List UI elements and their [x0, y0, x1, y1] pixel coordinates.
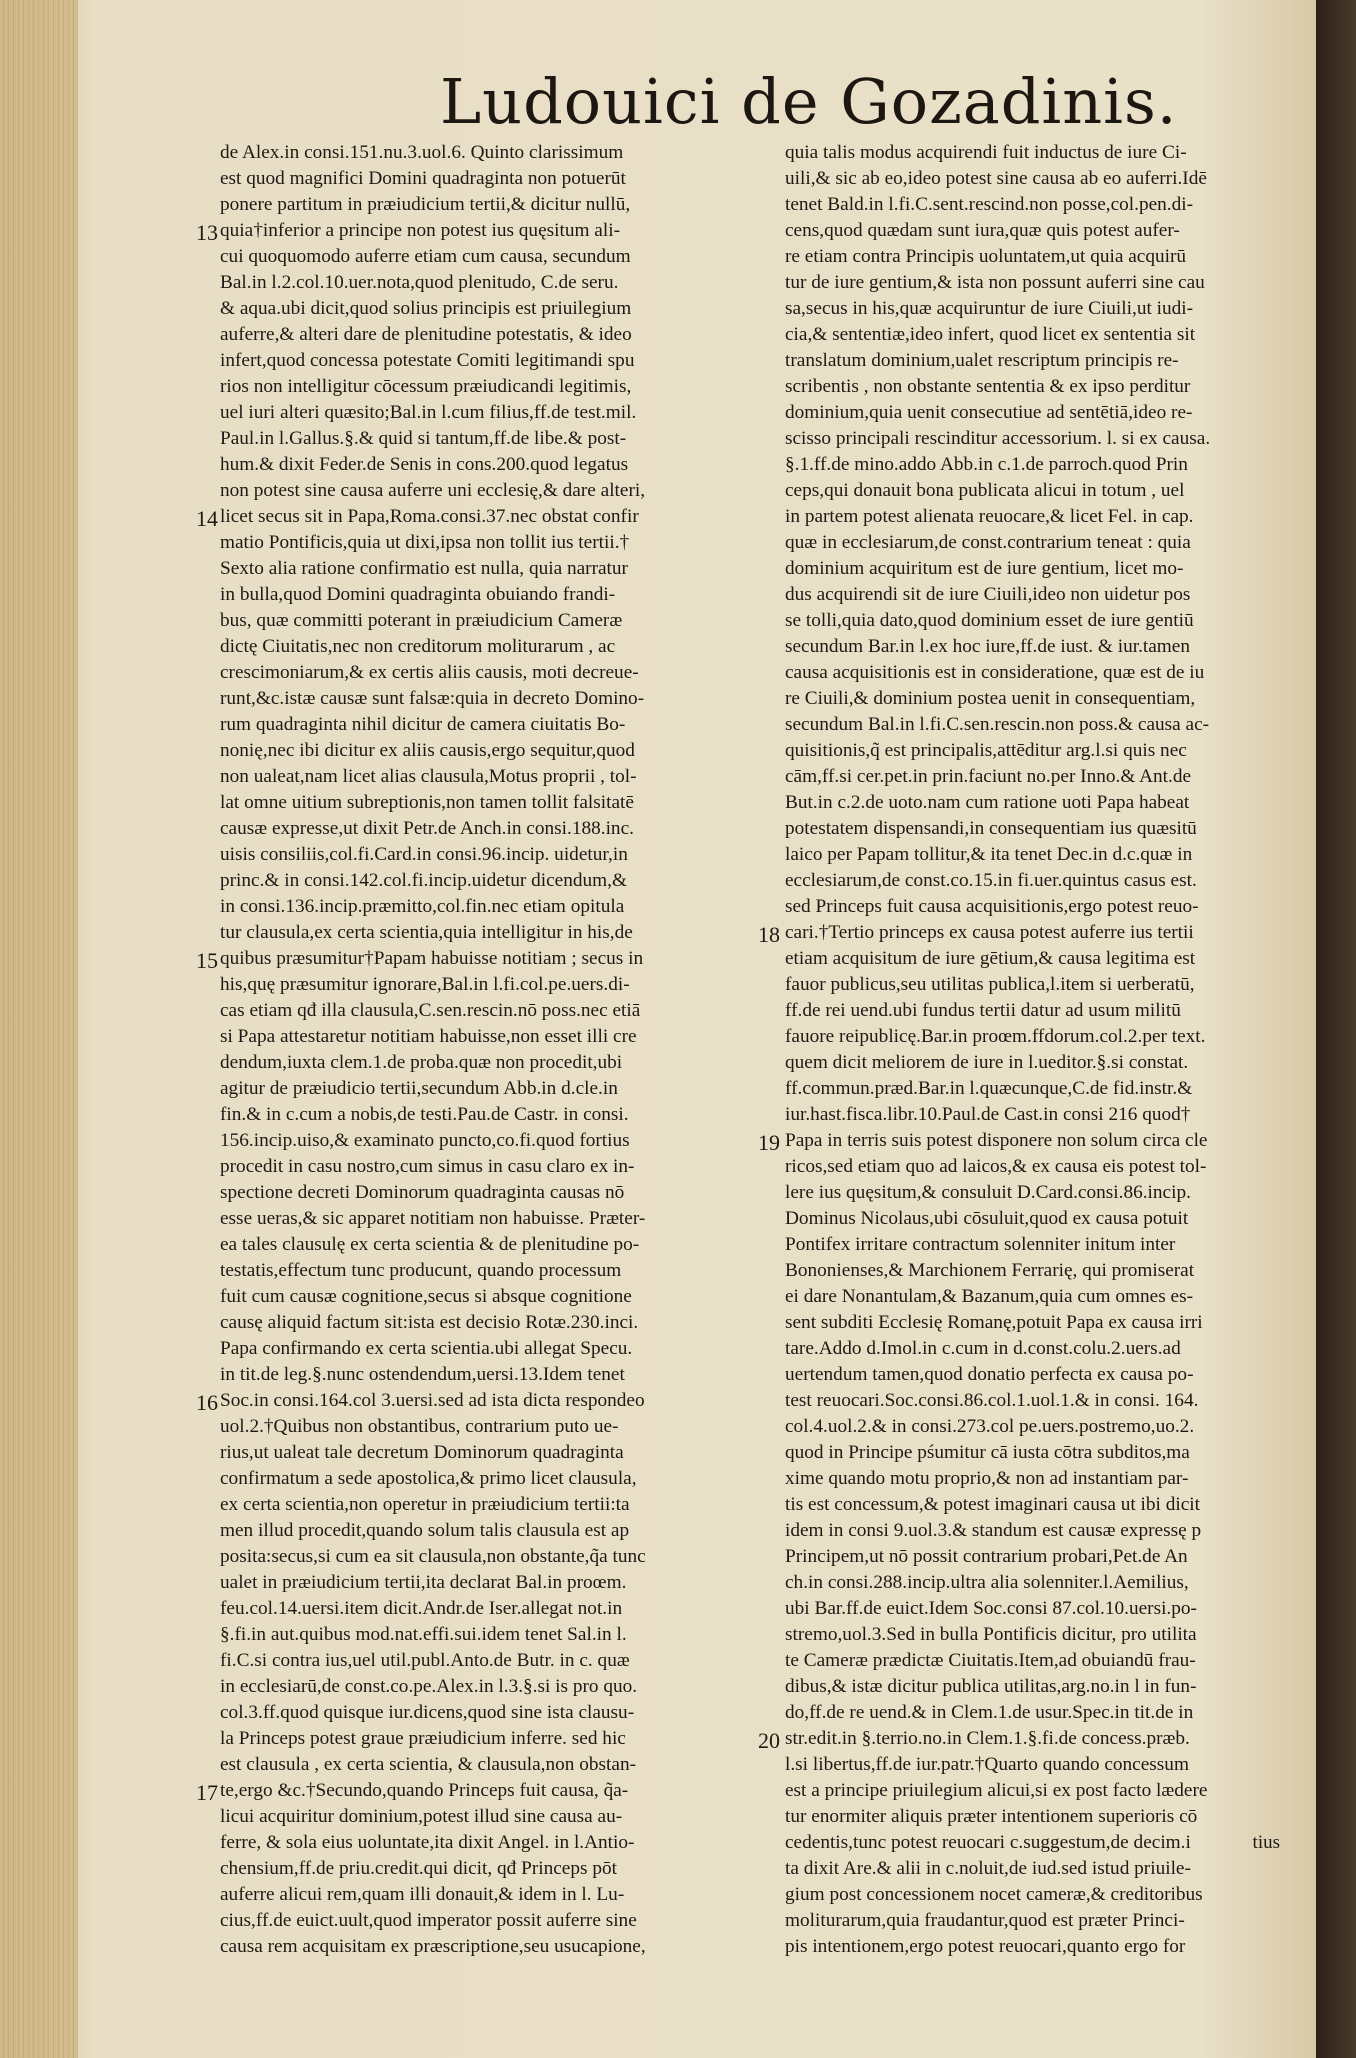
text-line: Soc.in consi.164.col 3.uersi.sed ad ista dicta respondeo [220, 1390, 645, 1411]
text-line: te Cameræ prædictæ Ciuitatis.Item,ad obuiandū frau- [785, 1650, 1196, 1671]
text-line: quem dicit meliorem de iure in l.ueditor.§.si constat. [785, 1052, 1189, 1073]
text-line: xime quando motu proprio,& non ad instantiam par- [785, 1468, 1189, 1489]
margin-number-17: 17 [196, 1780, 218, 1805]
text-line: tur clausula,ex certa scientia,quia intelligitur in his,de [220, 922, 633, 943]
text-line: dictę Ciuitatis,nec non creditorum moliturarum , ac [220, 636, 616, 657]
text-line: rius,ut ualeat tale decretum Dominorum quadraginta [220, 1442, 624, 1463]
text-line: causa acquisitionis est in consideratione, quæ est de iu [785, 662, 1205, 683]
text-line: rios non intelligitur cōcessum præiudicandi legitimis, [220, 376, 632, 397]
text-line: fin.& in c.cum a nobis,de testi.Pau.de Castr. in consi. [220, 1104, 629, 1125]
text-line: posita:secus,si cum ea sit clausula,non obstante,q̃a tunc [220, 1546, 646, 1567]
text-line: princ.& in consi.142.col.fi.incip.uidetur dicendum,& [220, 870, 627, 891]
margin-number-16: 16 [196, 1390, 218, 1415]
text-line: test reuocari.Soc.consi.86.col.1.uol.1.& in consi. 164. [785, 1390, 1199, 1411]
text-line: lat omne uitium subreptionis,non tamen tollit falsitatē [220, 792, 634, 813]
text-line: col.3.ff.quod quisque iur.dicens,quod sine ista clausu- [220, 1702, 635, 1723]
text-line: in consi.136.incip.præmitto,col.fin.nec etiam opitula [220, 896, 625, 917]
text-line: ea tales clausulę ex certa scientia & de plenitudine po- [220, 1234, 640, 1255]
text-line: quibus præsumitur†Papam habuisse notitiam ; secus in [220, 948, 644, 969]
text-line: scribentis , non obstante sententia & ex ipso perditur [785, 376, 1191, 397]
text-line: pis intentionem,ergo potest reuocari,quanto ergo for [785, 1936, 1186, 1957]
text-line: ff.commun.præd.Bar.in l.quæcunque,C.de fid.instr.& [785, 1078, 1193, 1099]
text-line: uisis consiliis,col.fi.Card.in consi.96.incip. uidetur,in [220, 844, 628, 865]
text-line: cia,& sententiæ,ideo infert, quod licet ex sententia sit [785, 324, 1196, 345]
text-line: licet secus sit in Papa,Roma.consi.37.nec obstat confir [220, 506, 639, 527]
text-line: Principem,ut nō possit contrarium probari,Pet.de An [785, 1546, 1188, 1567]
text-line: fauore reipublicę.Bar.in proœm.ffdorum.col.2.per text. [785, 1026, 1206, 1047]
text-line: do,ff.de re uend.& in Clem.1.de usur.Spec.in tit.de in [785, 1702, 1194, 1723]
margin-number-15: 15 [196, 948, 218, 973]
text-line: quisitionis,q̃ est principalis,attēditur arg.l.si quis nec [785, 740, 1187, 761]
text-line: dus acquirendi sit de iure Ciuili,ideo non uidetur pos [785, 584, 1191, 605]
text-line: str.edit.in §.terrio.no.in Clem.1.§.fi.de concess.præb. [785, 1728, 1190, 1749]
text-line: fuit cum causæ cognitione,secus si absque cognitione [220, 1286, 632, 1307]
text-line: ualet in præiudicium tertii,ita declarat Bal.in proœm. [220, 1572, 627, 1593]
text-line: licui acquiritur dominium,potest illud sine causa au- [220, 1806, 623, 1827]
text-line: cari.†Tertio princeps ex causa potest auferre ius tertii [785, 922, 1194, 943]
text-line: tis est concessum,& potest imaginari causa ut ibi dicit [785, 1494, 1200, 1515]
text-line: ponere partitum in præiudicium tertii,& dicitur nullū, [220, 194, 631, 215]
text-line: quia talis modus acquirendi fuit inductus de iure Ci- [785, 142, 1187, 163]
text-line: ubi Bar.ff.de euict.Idem Soc.consi 87.col.10.uersi.po- [785, 1598, 1197, 1619]
text-line: infert,quod concessa potestate Comiti legitimandi spu [220, 350, 635, 371]
text-line: tur enormiter aliquis præter intentionem superioris cō [785, 1806, 1198, 1827]
text-line: uertendum tamen,quod donatio perfecta ex causa po- [785, 1364, 1194, 1385]
text-line: in tit.de leg.§.nunc ostendendum,uersi.13.Idem tenet [220, 1364, 625, 1385]
text-line: sa,secus in his,quæ acquiruntur de iure Ciuili,ut iudi- [785, 298, 1194, 319]
text-line: procedit in casu nostro,cum simus in casu claro ex in- [220, 1156, 635, 1177]
text-line: ei dare Nonantulam,& Bazanum,quia cum omnes es- [785, 1286, 1193, 1307]
text-line: sent subditi Ecclesię Romanę,potuit Papa ex causa irri [785, 1312, 1203, 1333]
text-line: quia†inferior a principe non potest ius quęsitum ali- [220, 220, 620, 241]
text-line: est clausula , ex certa scientia, & clausula,non obstan- [220, 1754, 637, 1775]
text-line: Bal.in l.2.col.10.uer.nota,quod plenitudo, C.de seru. [220, 272, 619, 293]
text-line: non ualeat,nam licet alias clausula,Motus proprii , tol- [220, 766, 637, 787]
text-line: uol.2.†Quibus non obstantibus, contrarium puto ue- [220, 1416, 619, 1437]
text-line: laico per Papam tollitur,& ita tenet Dec.in d.c.quæ in [785, 844, 1193, 865]
text-line: ferre, & sola eius uoluntate,ita dixit Angel. in l.Antio- [220, 1832, 635, 1853]
text-line: la Princeps potest graue præiudicium inferre. sed hic [220, 1728, 626, 1749]
text-line: dominium acquiritum est de iure gentium, licet mo- [785, 558, 1184, 579]
text-line: crescimoniarum,& ex certis aliis causis, moti decreue- [220, 662, 639, 683]
margin-number-18: 18 [758, 922, 780, 947]
text-line: uili,& sic ab eo,ideo potest sine causa ab eo auferri.Idē [785, 168, 1207, 189]
text-line: agitur de præiudicio tertii,secundum Abb.in d.cle.in [220, 1078, 618, 1099]
text-line: te,ergo &c.†Secundo,quando Princeps fuit causa, q̃a- [220, 1780, 629, 1801]
text-line: ecclesiarum,de const.co.15.in fi.uer.quintus casus est. [785, 870, 1197, 891]
text-line: gium post concessionem nocet cameræ,& creditoribus [785, 1884, 1203, 1905]
text-line: auferre alicui rem,quam illi donauit,& idem in l. Lu- [220, 1884, 625, 1905]
text-line: quæ in ecclesiarum,de const.contrarium teneat : quia [785, 532, 1191, 553]
text-line: nonię,nec ibi dicitur ex aliis causis,ergo sequitur,quod [220, 740, 635, 761]
text-line: runt,&c.istæ causæ sunt falsæ:quia in decreto Domino- [220, 688, 645, 709]
text-line: ricos,sed etiam quo ad laicos,& ex causa eis potest tol- [785, 1156, 1207, 1177]
text-line: potestatem dispensandi,in consequentiam ius quæsitū [785, 818, 1197, 839]
text-line: spectione decreti Dominorum quadraginta causas nō [220, 1182, 625, 1203]
margin-number-13: 13 [196, 220, 218, 245]
text-line: translatum dominium,ualet rescriptum principis re- [785, 350, 1179, 371]
text-line: & aqua.ubi dicit,quod solius principis est priuilegium [220, 298, 632, 319]
text-line: etiam acquisitum de iure gētium,& causa legitima est [785, 948, 1196, 969]
text-line: his,quę præsumitur ignorare,Bal.in l.fi.col.pe.uers.di- [220, 974, 630, 995]
text-line: dominium,quia uenit consecutiue ad sentētiā,ideo re- [785, 402, 1193, 423]
margin-number-14: 14 [196, 506, 218, 531]
text-line: in partem potest alienata reuocare,& licet Fel. in cap. [785, 506, 1194, 527]
text-line: scisso principali rescinditur accessorium. l. si ex causa. [785, 428, 1211, 449]
text-line: secundum Bar.in l.ex hoc iure,ff.de iust. & iur.tamen [785, 636, 1190, 657]
margin-number-20: 20 [758, 1728, 780, 1753]
text-line: Paul.in l.Gallus.§.& quid si tantum,ff.de libe.& post- [220, 428, 627, 449]
text-line: causę aliquid factum sit:ista est decisio Rotæ.230.inci. [220, 1312, 639, 1333]
text-line: uel iuri alteri quæsito;Bal.in l.cum filius,ff.de test.mil. [220, 402, 637, 423]
text-line: tur de iure gentium,& ista non possunt auferri sine cau [785, 272, 1205, 293]
text-line: cui quoquomodo auferre etiam cum causa, secundum [220, 246, 631, 267]
text-line: iur.hast.fisca.libr.10.Paul.de Cast.in consi 216 quod† [785, 1104, 1191, 1125]
text-line: Papa confirmando ex certa scientia.ubi allegat Specu. [220, 1338, 633, 1359]
text-line: ta dixit Are.& alii in c.noluit,de iud.sed istud priuile- [785, 1858, 1191, 1879]
text-line: hum.& dixit Feder.de Senis in cons.200.quod legatus [220, 454, 629, 475]
text-line: §.1.ff.de mino.addo Abb.in c.1.de parroch.quod Prin [785, 454, 1188, 475]
text-line: re etiam contra Principis uoluntatem,ut quia acquirū [785, 246, 1187, 267]
text-line: quod in Principe pśumitur cā iusta cōtra subditos,ma [785, 1442, 1190, 1463]
text-line: de Alex.in consi.151.nu.3.uol.6. Quinto clarissimum [220, 142, 624, 163]
text-line: cius,ff.de euict.uult,quod imperator possit auferre sine [220, 1910, 637, 1931]
text-line: fauor publicus,seu utilitas publica,l.item si uerberatū, [785, 974, 1195, 995]
text-line: auferre,& alteri dare de plenitudine potestatis, & ideo [220, 324, 632, 345]
text-line: dibus,& istæ dicitur publica utilitas,arg.no.in l in fun- [785, 1676, 1197, 1697]
left-text-column [220, 140, 750, 1957]
text-line: §.fi.in aut.quibus mod.nat.effi.sui.idem tenet Sal.in l. [220, 1624, 627, 1645]
text-line: ff.de rei uend.ubi fundus tertii datur ad usum militū [785, 1000, 1181, 1021]
text-line: esse ueras,& sic apparet notitiam non habuisse. Præter- [220, 1208, 646, 1229]
running-header: Ludouici de Gozadinis. [440, 65, 1178, 138]
text-line: se tolli,quia dato,quod dominium esset de iure gentiū [785, 610, 1194, 631]
page-edge-stack [0, 0, 78, 2058]
text-line: cām,ff.si cer.pet.in prin.faciunt no.per Inno.& Ant.de [785, 766, 1192, 787]
text-line: confirmatum a sede apostolica,& primo licet clausula, [220, 1468, 637, 1489]
text-line: moliturarum,quia fraudantur,quod est præter Princi- [785, 1910, 1185, 1931]
text-line: si Papa attestaretur notitiam habuisse,non esset illi cre [220, 1026, 637, 1047]
text-line: in bulla,quod Domini quadraginta obuiando frandi- [220, 584, 616, 605]
text-line: stremo,uol.3.Sed in bulla Pontificis dicitur, pro utilita [785, 1624, 1197, 1645]
text-line: feu.col.14.uersi.item dicit.Andr.de Iser.allegat not.in [220, 1598, 623, 1619]
text-line: ch.in consi.288.incip.ultra alia solenniter.l.Aemilius, [785, 1572, 1189, 1593]
text-line: chensium,ff.de priu.credit.qui dicit, qđ Princeps pōt [220, 1858, 617, 1879]
text-line: Papa in terris suis potest disponere non solum circa cle [785, 1130, 1208, 1151]
text-line: tare.Addo d.Imol.in c.cum in d.const.colu.2.uers.ad [785, 1338, 1181, 1359]
text-line: causæ expresse,ut dixit Petr.de Anch.in consi.188.inc. [220, 818, 634, 839]
text-line: Sexto alia ratione confirmatio est nulla, quia narratur [220, 558, 628, 579]
text-line: lere ius quęsitum,& consuluit D.Card.consi.86.incip. [785, 1182, 1191, 1203]
text-line: Pontifex irritare contractum solenniter initum inter [785, 1234, 1176, 1255]
text-line: sed Princeps fuit causa acquisitionis,ergo potest reuo- [785, 896, 1199, 917]
text-line: col.4.uol.2.& in consi.273.col pe.uers.postremo,uo.2. [785, 1416, 1195, 1437]
text-line: Dominus Nicolaus,ubi cōsuluit,quod ex causa potuit [785, 1208, 1189, 1229]
text-line: l.si libertus,ff.de iur.patr.†Quarto quando concessum [785, 1754, 1189, 1775]
text-line: bus, quæ committi poterant in præiudicium Cameræ [220, 610, 623, 631]
text-line: fi.C.si contra ius,uel util.publ.Anto.de Butr. in c. quæ [220, 1650, 630, 1671]
text-line: matio Pontificis,quia ut dixi,ipsa non tollit ius tertii.† [220, 532, 630, 553]
text-line: Bononienses,& Marchionem Ferrarię, qui promiserat [785, 1260, 1195, 1281]
text-line: men illud procedit,quando solum talis clausula est ap [220, 1520, 630, 1541]
margin-number-19: 19 [758, 1130, 780, 1155]
text-line: tenet Bald.in l.fi.C.sent.rescind.non posse,col.pen.di- [785, 194, 1194, 215]
text-line: secundum Bal.in l.fi.C.sen.rescin.non poss.& causa ac- [785, 714, 1210, 735]
text-line: causa rem acquisitam ex præscriptione,seu usucapione, [220, 1936, 646, 1957]
text-line: ceps,qui donauit bona publicata alicui in totum , uel [785, 480, 1185, 501]
text-line: re Ciuili,& dominium postea uenit in consequentiam, [785, 688, 1196, 709]
text-line: ex certa scientia,non operetur in præiudicium tertii:ta [220, 1494, 630, 1515]
text-line: idem in consi 9.uol.3.& standum est causæ expressę p [785, 1520, 1202, 1541]
text-line: est a principe priuilegium alicui,si ex post facto lædere [785, 1780, 1208, 1801]
text-line: est quod magnifici Domini quadraginta non potuerūt [220, 168, 626, 189]
text-line: cedentis,tunc potest reuocari c.suggestum,de decim.i [785, 1832, 1191, 1853]
text-line: in ecclesiarū,de const.co.pe.Alex.in l.3.§.si is pro quo. [220, 1676, 638, 1697]
text-line: cas etiam qđ illa clausula,C.sen.rescin.nō poss.nec etiā [220, 1000, 641, 1021]
text-line: non potest sine causa auferre uni ecclesię,& dare alteri, [220, 480, 646, 501]
text-line: rum quadraginta nihil dicitur de camera ciuitatis Bo- [220, 714, 626, 735]
text-line: 156.incip.uiso,& examinato puncto,co.fi.quod fortius [220, 1130, 630, 1151]
text-line: dendum,iuxta clem.1.de proba.quæ non procedit,ubi [220, 1052, 623, 1073]
text-line: testatis,effectum tunc producunt, quando processum [220, 1260, 622, 1281]
catchword: tius [1252, 1832, 1280, 1853]
text-line: But.in c.2.de uoto.nam cum ratione uoti Papa habeat [785, 792, 1190, 813]
book-board [1316, 0, 1356, 2058]
text-line: cens,quod quædam sunt iura,quæ quis potest aufer- [785, 220, 1180, 241]
